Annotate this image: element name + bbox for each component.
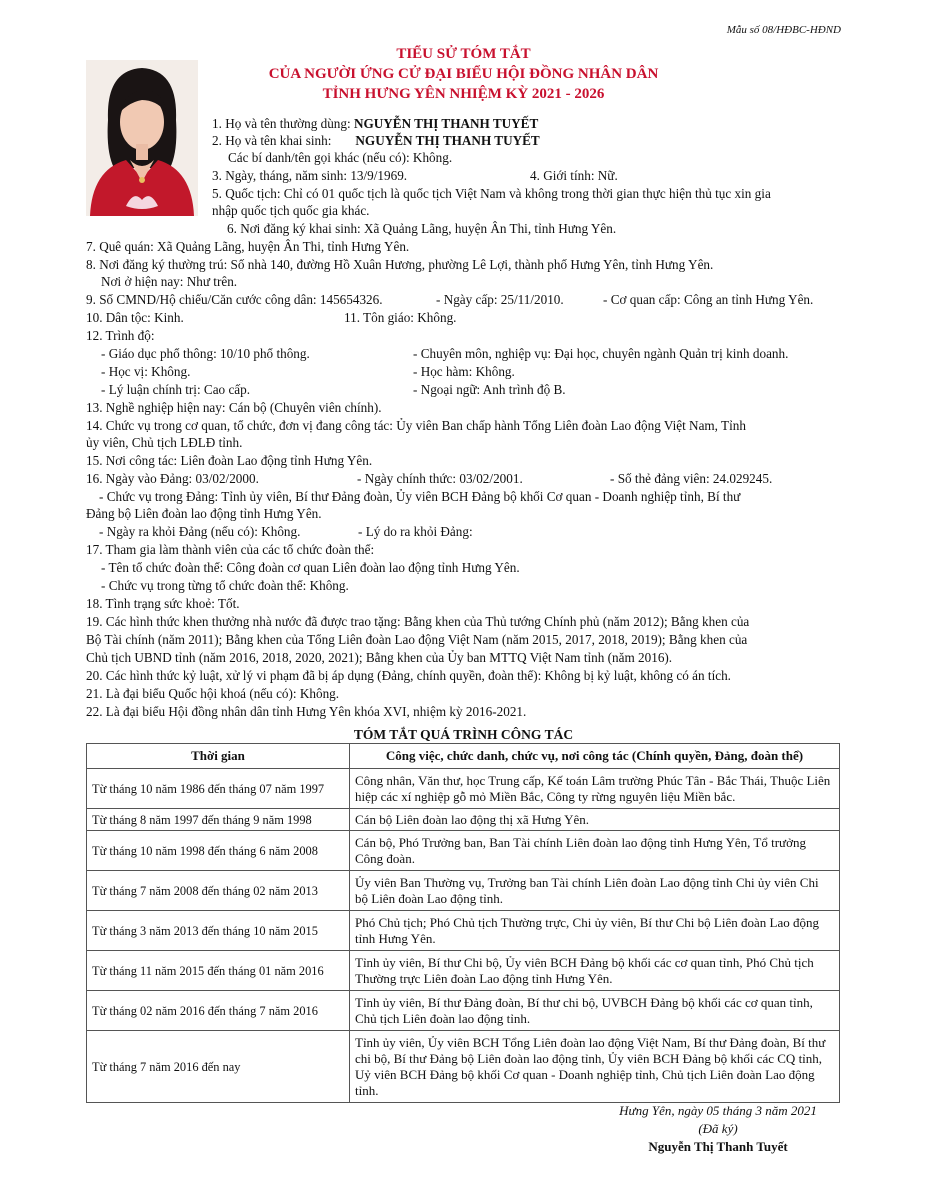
table-row <box>87 831 840 871</box>
table-row <box>87 1031 840 1103</box>
bio-workplace: 15. Nơi công tác: Liên đoàn Lao động tỉnh Hưng Yên. <box>86 453 373 468</box>
bio-party-join-date: 16. Ngày vào Đảng: 03/02/2000. <box>86 471 259 486</box>
bio-awards-cont-1: Bộ Tài chính (năm 2011); Bằng khen của Tổng Liên đoàn Lao động Việt Nam (năm 2015, 2017, 2018, 2019); Bằng khen của <box>86 632 748 647</box>
portrait-photo <box>86 60 198 216</box>
bio-discipline: 20. Các hình thức kỷ luật, xử lý vi phạm đã bị áp dụng (Đảng, chính quyền, đoàn thể): Không bị kỷ luật, không có án tích. <box>86 668 731 683</box>
bio-party-position: - Chức vụ trong Đảng: Tỉnh ủy viên, Bí thư Đảng đoàn, Ủy viên BCH Đảng bộ khối Cơ quan - Doanh nghiệp tỉnh, Bí thư <box>99 489 741 504</box>
signature-place-date: Hưng Yên, ngày 05 tháng 3 năm 2021 <box>619 1103 817 1118</box>
row-job: Tỉnh ủy viên, Ủy viên BCH Tổng Liên đoàn lao động Việt Nam, Bí thư Đảng đoàn, Bí thư chi bộ, Bí thư Đảng bộ Liên đoàn lao động tỉnh, Ủy viên BCH Đảng bộ khối các CQ tỉnh, Uỷ viên BCH Đảng bộ khối Cơ quan - Doanh nghiệp tỉnh, Chủ tịch Liên đoàn Lao động tỉnh. <box>350 1031 840 1103</box>
table-header-row <box>87 744 840 769</box>
bio-political-theory: - Lý luận chính trị: Cao cấp. <box>101 382 251 397</box>
bio-party-official-date: - Ngày chính thức: 03/02/2001. <box>357 471 523 486</box>
bio-id-issuer: - Cơ quan cấp: Công an tỉnh Hưng Yên. <box>603 292 814 307</box>
bio-foreign-language: - Ngoại ngữ: Anh trình độ B. <box>413 382 566 397</box>
bio-nationality-cont: nhập quốc tịch quốc gia khác. <box>212 203 370 218</box>
table-row <box>87 809 840 831</box>
bio-birth-name: 2. Họ và tên khai sinh: NGUYỄN THỊ THANH TUYẾT <box>212 133 540 148</box>
row-time: Từ tháng 10 năm 1986 đến tháng 07 năm 1997 <box>87 769 350 809</box>
col-header-job: Công việc, chức danh, chức vụ, nơi công tác (Chính quyền, Đảng, đoàn thể) <box>350 744 840 769</box>
bio-id-number: 9. Số CMND/Hộ chiếu/Căn cước công dân: 145654326. <box>86 292 383 307</box>
bio-id-date: - Ngày cấp: 25/11/2010. <box>436 292 564 307</box>
bio-degree: - Học vị: Không. <box>101 364 191 379</box>
bio-aliases: Các bí danh/tên gọi khác (nếu có): Không. <box>228 150 453 165</box>
row-time: Từ tháng 7 năm 2016 đến nay <box>87 1031 350 1103</box>
row-time: Từ tháng 8 năm 1997 đến tháng 9 năm 1998 <box>87 809 350 831</box>
bio-party-position-cont: Đảng bộ Liên đoàn lao động tỉnh Hưng Yên. <box>86 506 322 521</box>
title-line-3: TỈNH HƯNG YÊN NHIỆM KỲ 2021 - 2026 <box>322 86 605 102</box>
row-time: Từ tháng 3 năm 2013 đến tháng 10 năm 2015 <box>87 911 350 951</box>
row-time: Từ tháng 11 năm 2015 đến tháng 01 năm 2016 <box>87 951 350 991</box>
bio-birth-date: 3. Ngày, tháng, năm sinh: 13/9/1969. <box>212 168 408 183</box>
bio-occupation: 13. Nghề nghiệp hiện nay: Cán bộ (Chuyên viên chính). <box>86 400 382 415</box>
bio-awards-cont-2: Chủ tịch UBND tỉnh (năm 2016, 2018, 2020, 2021); Bằng khen của Ủy ban MTTQ Việt Nam tỉnh (năm 2016). <box>86 650 673 665</box>
bio-current-address: Nơi ở hiện nay: Như trên. <box>101 274 238 289</box>
work-history-title: TÓM TẮT QUÁ TRÌNH CÔNG TÁC <box>353 727 574 742</box>
table-row <box>87 769 840 809</box>
bio-health: 18. Tình trạng sức khoẻ: Tốt. <box>86 596 240 611</box>
row-job: Cán bộ, Phó Trưởng ban, Ban Tài chính Liên đoàn lao động tỉnh Hưng Yên, Tổ trưởng Công đoàn. <box>350 831 840 871</box>
bio-residence: 8. Nơi đăng ký thường trú: Số nhà 140, đường Hồ Xuân Hương, phường Lê Lợi, thành phố Hưng Yên, tỉnh Hưng Yên. <box>86 257 714 272</box>
bio-position-cont: ủy viên, Chủ tịch LĐLĐ tỉnh. <box>86 435 243 450</box>
bio-general-education: - Giáo dục phổ thông: 10/10 phổ thông. <box>101 346 310 361</box>
signature-block <box>598 1102 838 1156</box>
row-job: Cán bộ Liên đoàn lao động thị xã Hưng Yên. <box>350 809 840 831</box>
bio-awards: 19. Các hình thức khen thưởng nhà nước đã được trao tặng: Bằng khen của Thủ tướng Chính phủ (năm 2012); Bằng khen của <box>86 614 750 629</box>
bio-party-card: - Số thẻ đảng viên: 24.029245. <box>610 471 773 486</box>
title-line-2: CỦA NGƯỜI ỨNG CỬ ĐẠI BIỂU HỘI ĐỒNG NHÂN DÂN <box>268 66 659 82</box>
bio-qualification: 12. Trình độ: <box>86 328 155 343</box>
form-code: Mẫu số 08/HĐBC-HĐND <box>726 24 841 36</box>
bio-hometown: 7. Quê quán: Xã Quảng Lãng, huyện Ân Thi, tỉnh Hưng Yên. <box>86 239 410 254</box>
signature-signed-note: (Đã ký) <box>698 1121 738 1136</box>
row-job: Công nhân, Văn thư, học Trung cấp, Kế toán Lâm trường Phúc Tân - Bắc Thái, Thuộc Liên hiệp các xí nghiệp gỗ mỏ Miền Bắc, Công ty rừng nguyên liệu Miền bắc. <box>350 769 840 809</box>
row-job: Tỉnh ủy viên, Bí thư Đảng đoàn, Bí thư chi bộ, UVBCH Đảng bộ khối các cơ quan tỉnh, Chủ tịch Liên đoàn lao động tỉnh. <box>350 991 840 1031</box>
bio-national-assembly: 21. Là đại biểu Quốc hội khoá (nếu có): Không. <box>86 686 340 701</box>
table-row <box>87 991 840 1031</box>
table-row <box>87 871 840 911</box>
row-job: Phó Chủ tịch; Phó Chủ tịch Thường trực, Chi ủy viên, Bí thư Chi bộ Liên đoàn Lao động tỉnh Hưng Yên. <box>350 911 840 951</box>
bio-birth-place: 6. Nơi đăng ký khai sinh: Xã Quảng Lãng, huyện Ân Thi, tỉnh Hưng Yên. <box>227 221 617 236</box>
bio-specialty: - Chuyên môn, nghiệp vụ: Đại học, chuyên ngành Quản trị kinh doanh. <box>413 346 789 361</box>
bio-party-leave-date: - Ngày ra khỏi Đảng (nếu có): Không. <box>99 524 301 539</box>
table-row <box>87 951 840 991</box>
bio-organization-role: - Chức vụ trong từng tổ chức đoàn thể: Không. <box>101 578 349 593</box>
row-time: Từ tháng 7 năm 2008 đến tháng 02 năm 2013 <box>87 871 350 911</box>
row-time: Từ tháng 02 năm 2016 đến tháng 7 năm 2016 <box>87 991 350 1031</box>
bio-party-leave-reason: - Lý do ra khỏi Đảng: <box>358 524 473 539</box>
work-history-table <box>86 743 840 1103</box>
bio-academic-title: - Học hàm: Không. <box>413 364 515 379</box>
table-row <box>87 911 840 951</box>
row-job: Tỉnh ủy viên, Bí thư Chi bộ, Ủy viên BCH Đảng bộ khối các cơ quan tỉnh, Phó Chủ tịch Thường trực Liên đoàn Lao động tỉnh Hưng Yên. <box>350 951 840 991</box>
bio-position: 14. Chức vụ trong cơ quan, tổ chức, đơn vị đang công tác: Ủy viên Ban chấp hành Tổng Liên đoàn Lao động Việt Nam, Tỉnh <box>86 418 746 433</box>
bio-ethnicity: 10. Dân tộc: Kinh. <box>86 310 184 325</box>
row-job: Ủy viên Ban Thường vụ, Trưởng ban Tài chính Liên đoàn Lao động tỉnh Chi ủy viên Chi bộ Liên đoàn Lao động tỉnh. <box>350 871 840 911</box>
bio-organizations: 17. Tham gia làm thành viên của các tổ chức đoàn thể: <box>86 542 375 557</box>
bio-council-member: 22. Là đại biểu Hội đồng nhân dân tỉnh Hưng Yên khóa XVI, nhiệm kỳ 2016-2021. <box>86 704 527 719</box>
bio-nationality: 5. Quốc tịch: Chỉ có 01 quốc tịch là quốc tịch Việt Nam và không trong thời gian thực hiện thủ tục xin gia <box>212 186 771 201</box>
bio-organization-name: - Tên tổ chức đoàn thể: Công đoàn cơ quan Liên đoàn lao động tỉnh Hưng Yên. <box>101 560 520 575</box>
bio-common-name: 1. Họ và tên thường dùng: NGUYỄN THỊ THANH TUYẾT <box>212 116 539 131</box>
bio-religion: 11. Tôn giáo: Không. <box>344 310 457 325</box>
title-line-1: TIỂU SỬ TÓM TẮT <box>396 46 531 62</box>
signature-name: Nguyễn Thị Thanh Tuyết <box>648 1139 788 1154</box>
row-time: Từ tháng 10 năm 1998 đến tháng 6 năm 2008 <box>87 831 350 871</box>
bio-gender: 4. Giới tính: Nữ. <box>530 168 618 183</box>
col-header-time: Thời gian <box>87 744 350 769</box>
